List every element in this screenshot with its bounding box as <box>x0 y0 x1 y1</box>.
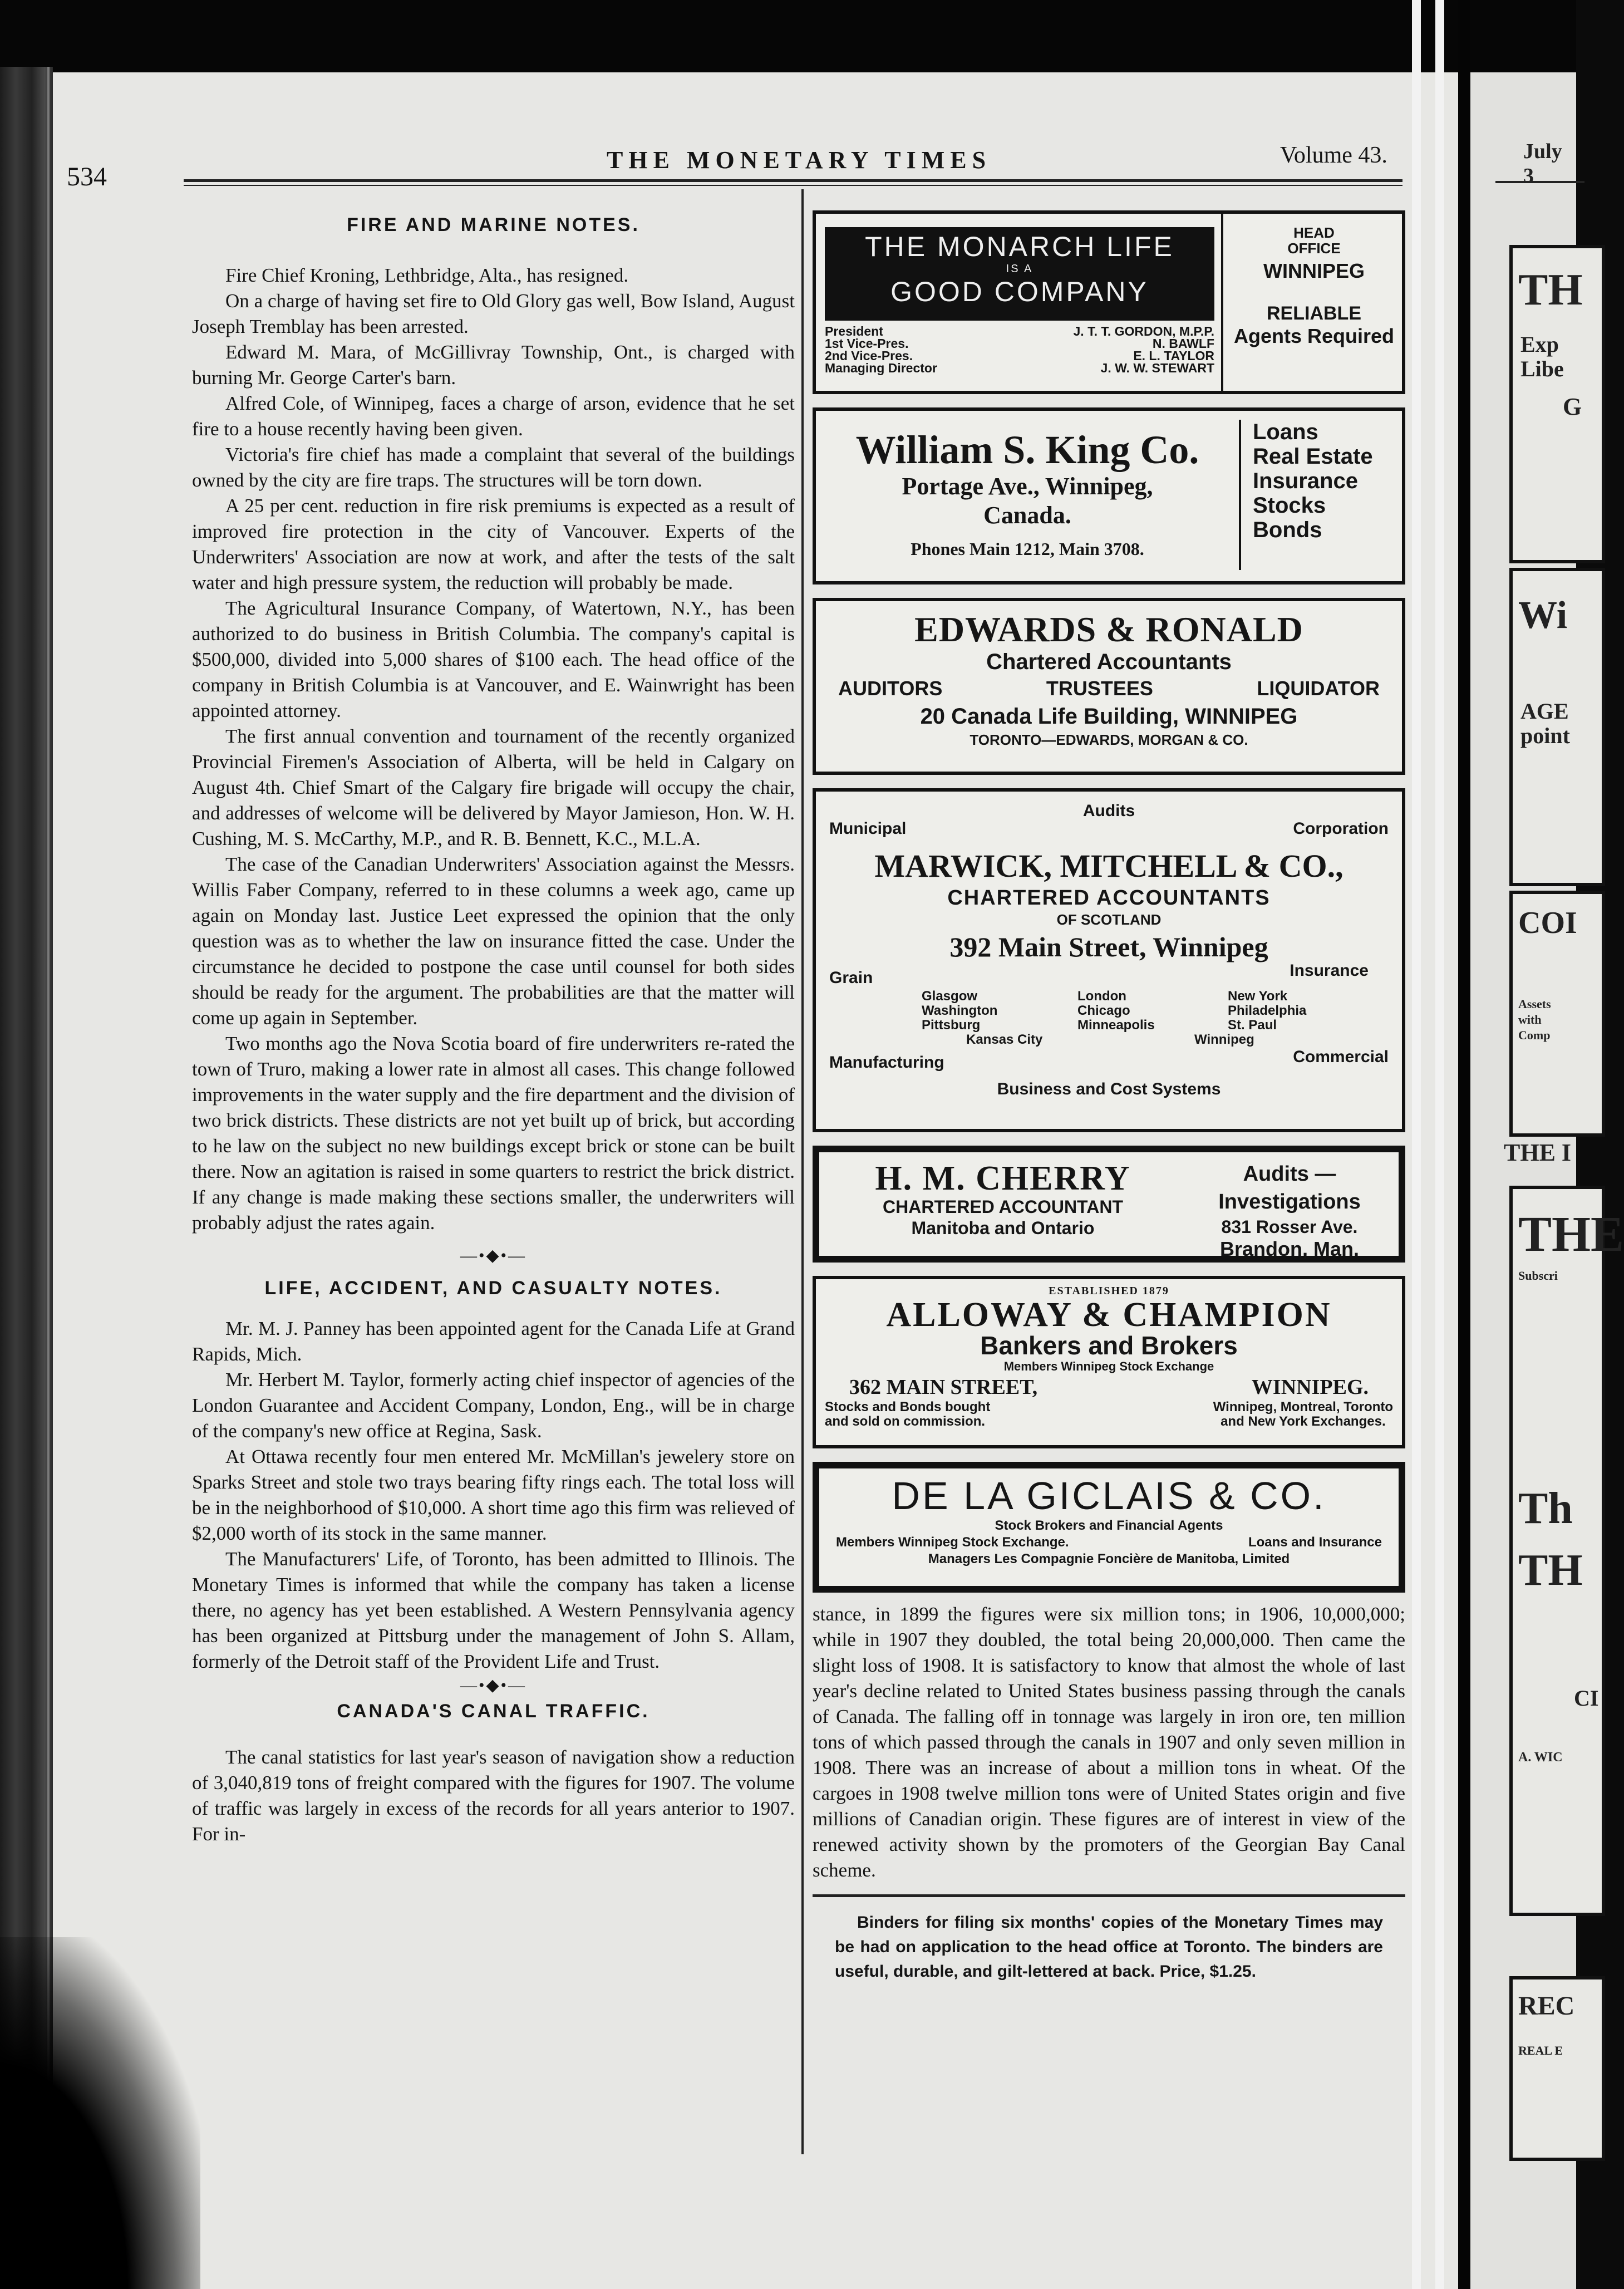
cherry-services: Audits — Investigations <box>1218 1162 1361 1214</box>
adjacent-fragment: Assets <box>1518 997 1551 1011</box>
monarch-banner <box>825 227 1214 321</box>
officer-name: J. W. W. STEWART <box>1100 361 1214 375</box>
article-paragraph: Edward M. Mara, of McGillivray Township, Ont., is charged with burning Mr. George Carter's barn. <box>192 341 795 389</box>
edwards-role: LIQUIDATOR <box>1257 677 1380 700</box>
alloway-notes <box>816 1400 1402 1429</box>
adjacent-fragment: Subscri <box>1518 1269 1558 1283</box>
adjacent-fragment: A. WIC <box>1518 1750 1563 1765</box>
marwick-of: OF SCOTLAND <box>1056 911 1162 928</box>
monarch-line-3: GOOD COMPANY <box>890 276 1149 307</box>
article-paragraph: The case of the Canadian Underwriters' Association against the Messrs. Willis Faber Company, referred to in these columns a week ago, came up again on Monday last. Justice Leet expressed the opinion that the only question was as to whether the law on insurance fitted the case. Under the circumstance he decided to postpone the case until counsel for both sides should be ready for the argument. The probabilities are that the matter will come up again in September. <box>192 853 795 1029</box>
marwick-municipal: Municipal <box>829 819 907 838</box>
marwick-commercial: Commercial <box>1293 1048 1389 1066</box>
king-service: Real Estate <box>1253 444 1373 469</box>
page-number: 534 <box>67 162 107 191</box>
monarch-agents: Agents Required <box>1233 325 1395 347</box>
alloway-established: ESTABLISHED 1879 <box>1049 1285 1169 1297</box>
alloway-city: WINNIPEG. <box>1251 1376 1369 1399</box>
adjacent-ad-5 <box>1509 1976 1605 2161</box>
edwards-role: AUDITORS <box>838 677 943 700</box>
adjacent-fragment: THE I <box>1504 1139 1572 1166</box>
marwick-name: MARWICK, MITCHELL & CO., <box>874 848 1344 884</box>
king-service: Stocks <box>1253 493 1326 518</box>
monarch-city: WINNIPEG <box>1263 259 1365 282</box>
header-rule <box>184 179 1402 186</box>
section-heading-life-accident: LIFE, ACCIDENT, AND CASUALTY NOTES. <box>264 1278 722 1299</box>
adjacent-fragment: Wi <box>1518 594 1568 637</box>
giclais-members: Members Winnipeg Stock Exchange. <box>836 1535 1069 1550</box>
city-name: Glasgow <box>922 989 978 1004</box>
adjacent-date: July 3 <box>1523 140 1562 188</box>
article-paragraph: Victoria's fire chief has made a complaint that several of the buildings owned by the city are fire traps. The structures will be torn down. <box>192 444 795 491</box>
marwick-kansas: Kansas City <box>966 1032 1043 1047</box>
king-name: William S. King Co. <box>855 428 1199 472</box>
officer-row <box>825 362 1214 374</box>
king-address: Portage Ave., Winnipeg, <box>902 473 1153 500</box>
adjacent-fragment: with <box>1518 1013 1542 1026</box>
giclais-name: DE LA GICLAIS & CO. <box>892 1474 1326 1517</box>
giclais-managers: Managers Les Compagnie Foncière de Manitoba, Limited <box>928 1551 1290 1566</box>
officer-row <box>825 325 1214 337</box>
canal-continuation: stance, in 1899 the figures were six million tons; in 1906, 10,000,000; while in 1907 they doubled, the total being 20,000,000. Then came the slight loss of 1908. It is satisfactory to know that almost the whole of last year's decline related to United States business passing through the canals of Canada. The falling off in tonnage was largely in iron ore, ten million tons of which passed through the canals in 1907 and only seven million in 1908. There was an increase of about a million tons in wheat. Of the cargoes in 1908 twelve million tons were of United States origin and five millions of Canadian origin. These figures are of interest in view of the renewed activity shown by the promoters of the Georgian Bay Canal scheme. <box>813 1603 1405 1881</box>
article-paragraph: At Ottawa recently four men entered Mr. McMillan's jewelery store on Sparks Street and stole two trays bearing fifty rings each. The total loss will be in the neighborhood of $10,000. A short time ago this firm was relieved of $2,000 worth of its stock in the same manner. <box>192 1446 795 1544</box>
cherry-right <box>1189 1160 1390 1260</box>
ad-william-king <box>813 407 1405 584</box>
adjacent-fragment: REC <box>1518 1991 1575 2021</box>
ad-de-la-giclais <box>813 1462 1405 1593</box>
article-paragraph: Mr. Herbert M. Taylor, formerly acting chief inspector of agencies of the London Guarantee and Accident Company, London, Eng., will be in charge of the company's new office at Regina, Sask. <box>192 1369 795 1442</box>
adjacent-fragment: point <box>1520 723 1570 748</box>
article-paragraph: The canal statistics for last year's season of navigation show a reduction of 3,040,819 tons of freight compared with the figures for 1907. The volume of traffic was largely in excess of the records for all years anterior to 1907. For in- <box>192 1746 795 1845</box>
scan-shadow <box>0 1937 200 2289</box>
ad-monarch-life <box>813 210 1405 394</box>
king-services <box>1253 420 1373 542</box>
adjacent-ad-1 <box>1509 245 1605 563</box>
edwards-address: 20 Canada Life Building, WINNIPEG <box>920 704 1298 729</box>
king-country: Canada. <box>983 502 1071 529</box>
adjacent-ad-2 <box>1509 568 1605 886</box>
adjacent-fragment: REAL E <box>1518 2044 1563 2057</box>
adjacent-rule <box>1495 181 1584 183</box>
marwick-winnipeg: Winnipeg <box>1194 1032 1254 1047</box>
monarch-divider <box>1221 214 1223 391</box>
king-service: Loans <box>1253 420 1318 444</box>
king-main <box>827 428 1228 559</box>
article-paragraph: Mr. M. J. Panney has been appointed agent for the Canada Life at Grand Rapids, Mich. <box>192 1318 795 1365</box>
marwick-manufacturing: Manufacturing <box>829 1053 944 1072</box>
king-service: Insurance <box>1253 469 1358 493</box>
city-name: Washington <box>922 1003 998 1018</box>
article-paragraph: The first annual convention and tournament of the recently organized Provincial Firemen's Association of Alberta, will be held in Calgary on August 4th. Chief Smart of the Calgary fire brigade will occupy the chair, and addresses of welcome will be delivered by Mayor Jamieson, Hon. W. H. Cushing, M. S. McCarthy, M.P., and R. B. Bennett, K.C., M.L.A. <box>192 725 795 849</box>
monarch-line-1: THE MONARCH LIFE <box>865 231 1174 262</box>
city-name: Chicago <box>1077 1003 1130 1018</box>
edwards-affiliate: TORONTO—EDWARDS, MORGAN & CO. <box>970 731 1248 748</box>
section-ornament: —•◆•— <box>460 1676 527 1694</box>
king-divider <box>1239 420 1241 570</box>
king-phones: Phones Main 1212, Main 3708. <box>911 539 1144 559</box>
cherry-provinces: Manitoba and Ontario <box>911 1218 1095 1238</box>
monarch-reliable: RELIABLE <box>1267 303 1361 324</box>
volume-label: Volume 43. <box>1280 143 1387 168</box>
section-heading-fire-marine: FIRE AND MARINE NOTES. <box>347 214 640 235</box>
monarch-head-office: HEAD OFFICE <box>1287 224 1341 257</box>
monarch-line-2: IS A <box>1006 263 1034 275</box>
note-line: and New York Exchanges. <box>1221 1414 1386 1429</box>
adjacent-ad-4 <box>1509 1186 1624 1916</box>
adjacent-ad-3 <box>1509 891 1605 1137</box>
giclais-row <box>819 1534 1399 1551</box>
adjacent-fragment: TH <box>1518 1546 1583 1595</box>
notice-rule <box>813 1894 1405 1897</box>
city-name: St. Paul <box>1228 1018 1277 1033</box>
section-heading-canal-traffic: CANADA'S CANAL TRAFFIC. <box>337 1701 650 1722</box>
giclais-loans: Loans and Insurance <box>1248 1535 1382 1550</box>
officer-name: N. BAWLF <box>1152 336 1214 351</box>
scan-border-top <box>0 0 1576 72</box>
officer-role: Managing Director <box>825 361 937 375</box>
cherry-city: Brandon, Man. <box>1220 1237 1359 1260</box>
ad-alloway-champion <box>813 1276 1405 1448</box>
alloway-right-note <box>1213 1400 1393 1429</box>
scan-bar <box>1412 0 1421 2289</box>
officer-role: President <box>825 324 883 338</box>
edwards-name: EDWARDS & RONALD <box>914 610 1303 649</box>
adjacent-fragment: AGE <box>1520 699 1569 724</box>
officer-name: E. L. TAYLOR <box>1133 348 1214 363</box>
section-ornament: —•◆•— <box>460 1246 527 1265</box>
city-name: Minneapolis <box>1077 1018 1155 1033</box>
adjacent-fragment: Exp <box>1520 332 1559 357</box>
officer-role: 1st Vice-Pres. <box>825 336 909 351</box>
ad-edwards-ronald <box>813 598 1405 775</box>
edwards-roles <box>816 675 1402 703</box>
article-paragraph: Fire Chief Kroning, Lethbridge, Alta., has resigned. <box>225 264 629 286</box>
left-column <box>192 214 795 1847</box>
adjacent-page <box>1470 72 1624 2289</box>
city-name: Philadelphia <box>1228 1003 1307 1018</box>
officer-name: J. T. T. GORDON, M.P.P. <box>1073 324 1214 338</box>
cherry-name: H. M. CHERRY <box>875 1160 1131 1197</box>
monarch-officers <box>825 325 1214 374</box>
adjacent-fragment: COI <box>1518 906 1577 940</box>
cherry-address: 831 Rosser Ave. <box>1221 1217 1358 1237</box>
city-name: New York <box>1228 989 1288 1004</box>
adjacent-fragment: THE <box>1518 1207 1624 1262</box>
officer-role: 2nd Vice-Pres. <box>825 348 913 363</box>
alloway-name: ALLOWAY & CHAMPION <box>886 1296 1332 1334</box>
alloway-members: Members Winnipeg Stock Exchange <box>1003 1359 1214 1373</box>
binders-notice: Binders for filing six months' copies of the Monetary Times may be had on application to the head office at Toronto. The binders are useful, durable, and gilt-lettered at back. Price, $1.25. <box>835 1913 1383 1981</box>
marwick-cities-1 <box>922 989 997 1033</box>
marwick-audits: Audits <box>1082 802 1135 820</box>
ad-hm-cherry <box>813 1146 1405 1263</box>
alloway-subtitle: Bankers and Brokers <box>980 1331 1238 1360</box>
officer-row <box>825 337 1214 350</box>
adjacent-fragment: TH <box>1518 266 1583 315</box>
marwick-insurance: Insurance <box>1290 961 1369 980</box>
city-name: London <box>1077 989 1126 1004</box>
adjacent-fragment: CI <box>1574 1686 1599 1711</box>
city-name: Pittsburg <box>922 1018 981 1033</box>
alloway-street: 362 MAIN STREET, <box>849 1376 1038 1399</box>
article-paragraph: Two months ago the Nova Scotia board of fire underwriters re-rated the town of Truro, making a lower rate in almost all cases. This change followed improvements in the water supply and the fire department and the division of two brick districts. These districts are not yet built up of brick, but according to he law on the subject no new buildings except brick or stone can be built there. Now an agitation is raised in some quarters to restrict the brick district. If any change is made making these sections smaller, the underwriters will probably adjust the rates again. <box>192 1033 795 1234</box>
marwick-cities-2 <box>1077 989 1155 1033</box>
marwick-cities-3 <box>1228 989 1306 1033</box>
marwick-address: 392 Main Street, Winnipeg <box>949 931 1268 962</box>
marwick-subtitle: CHARTERED ACCOUNTANTS <box>947 886 1271 910</box>
adjacent-fragment: Comp <box>1518 1028 1551 1042</box>
note-line: and sold on commission. <box>825 1414 986 1429</box>
marwick-systems: Business and Cost Systems <box>997 1080 1221 1098</box>
marwick-grain: Grain <box>829 969 873 987</box>
cherry-subtitle: CHARTERED ACCOUNTANT <box>883 1197 1123 1217</box>
king-service: Bonds <box>1253 518 1322 542</box>
officer-row <box>825 350 1214 362</box>
page-gutter <box>1458 0 1470 2289</box>
article-paragraph: The Manufacturers' Life, of Toronto, has been admitted to Illinois. The Monetary Times is informed that while the company has taken a license there, no agency has yet been established. A Western Pennsylvania agency has been organized at Pittsburg under the management of John S. Allam, formerly of the Detroit staff of the Provident Life and Trust. <box>192 1548 795 1672</box>
cherry-left <box>830 1160 1175 1239</box>
adjacent-fragment: G <box>1563 393 1582 420</box>
alloway-left-note <box>825 1400 990 1429</box>
article-paragraph: On a charge of having set fire to Old Glory gas well, Bow Island, August Joseph Tremblay has been arrested. <box>192 290 795 337</box>
edwards-role: TRUSTEES <box>1046 677 1153 700</box>
column-rule <box>801 189 804 2154</box>
marwick-corporation: Corporation <box>1293 819 1389 838</box>
note-line: Winnipeg, Montreal, Toronto <box>1213 1399 1393 1414</box>
scan-bar <box>1435 0 1444 2289</box>
article-paragraph: A 25 per cent. reduction in fire risk premiums is expected as a result of improved fire protection in the city of Vancouver. Experts of the Underwriters' Association are now at work, and after the tests of the salt water and high pressure system, the reduction will probably be made. <box>192 495 795 593</box>
article-paragraph: The Agricultural Insurance Company, of Watertown, N.Y., has been authorized to do business in British Columbia. The company's capital is $500,000, divided into 5,000 shares of $100 each. The head office of the company in British Columbia is at Vancouver, and E. Wainwright has been appointed attorney. <box>192 597 795 721</box>
alloway-address <box>816 1374 1402 1400</box>
article-paragraph: Alfred Cole, of Winnipeg, faces a charge of arson, evidence that he set fire to a house recently having been given. <box>192 392 795 440</box>
right-column <box>813 210 1405 1984</box>
monarch-sidebar <box>1228 225 1400 348</box>
adjacent-fragment: Libe <box>1520 356 1564 381</box>
note-line: Stocks and Bonds bought <box>825 1399 991 1414</box>
edwards-subtitle: Chartered Accountants <box>986 650 1232 674</box>
giclais-subtitle: Stock Brokers and Financial Agents <box>995 1518 1223 1533</box>
publication-title: THE MONETARY TIMES <box>607 146 992 174</box>
adjacent-fragment: Th <box>1518 1484 1573 1533</box>
ad-marwick-mitchell <box>813 788 1405 1132</box>
